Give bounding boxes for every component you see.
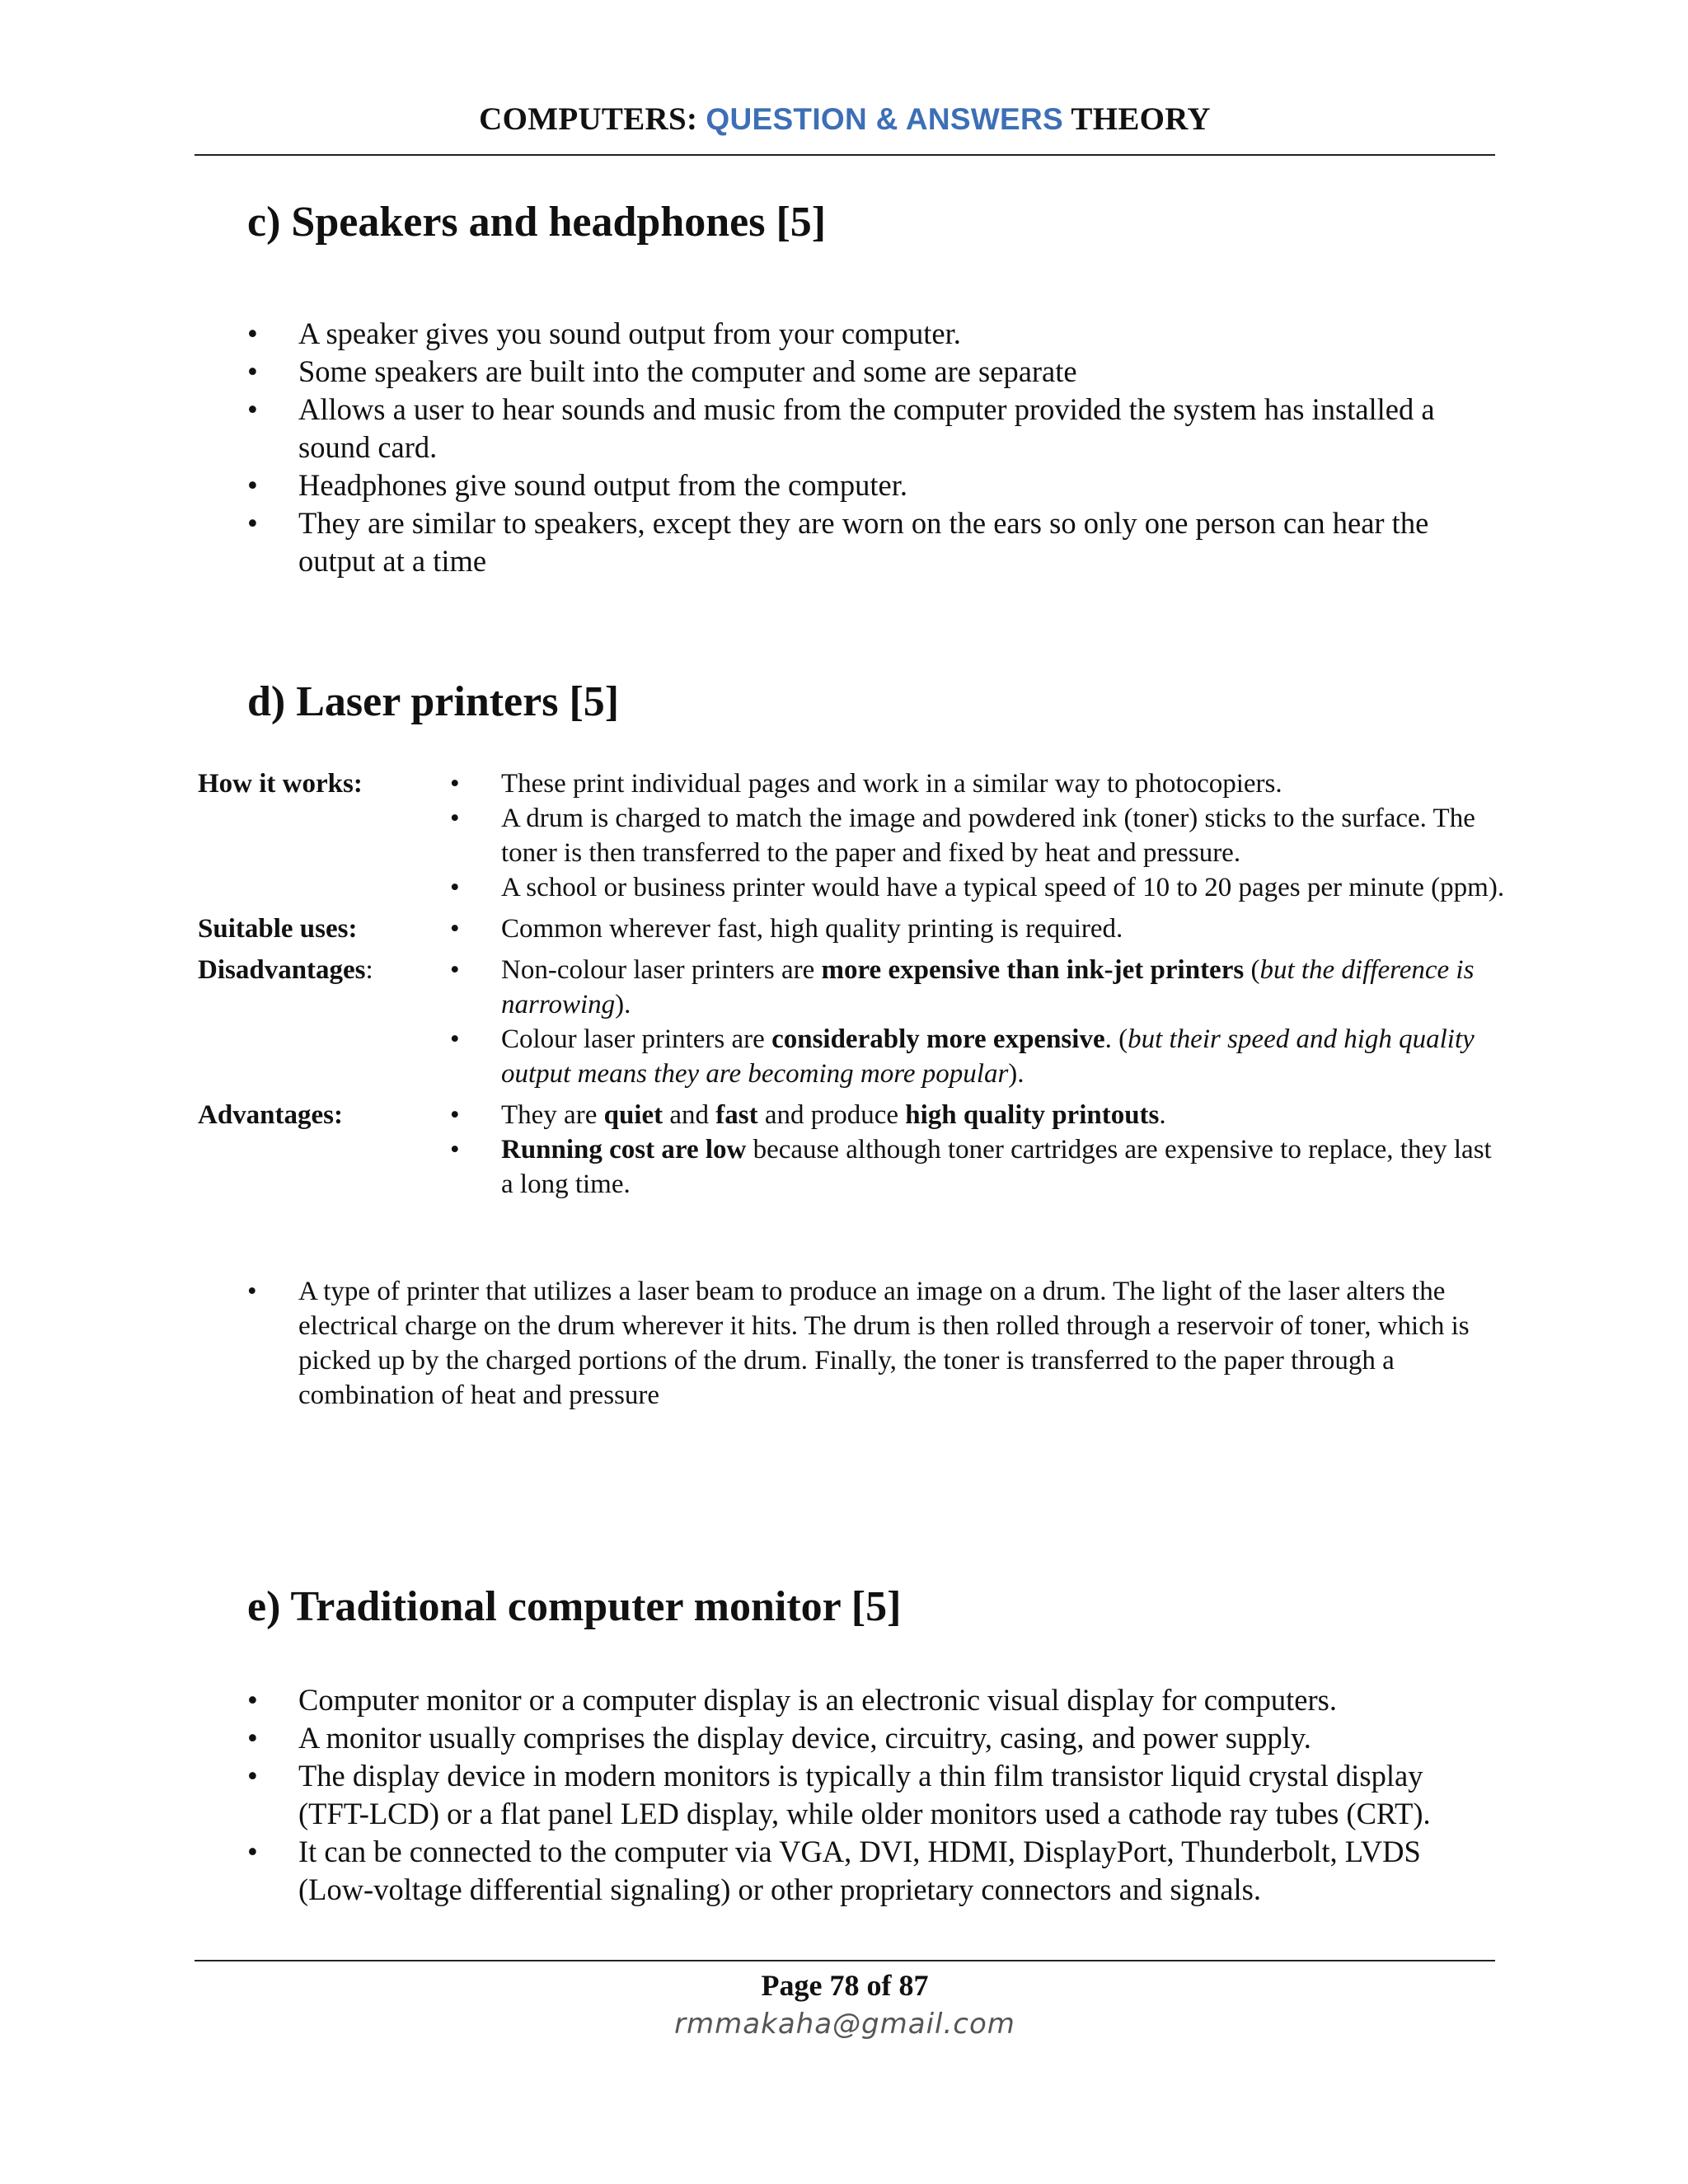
page-number: Page 78 of 87 [761,1969,929,2002]
italic-text: but the difference is narrowing [501,955,1475,1019]
header-colon: : [687,101,698,137]
text: ( [1244,955,1260,985]
list-item [450,1132,1508,1202]
list-item: • A monitor usually comprises the display device, circuitry, casing, and power supply. [247,1719,1475,1757]
list-item: • These print individual pages and work in a similar way to photocopiers. [450,766,1508,801]
list-item: • It can be connected to the computer via VGA, DVI, HDMI, DisplayPort, Thunderbolt, LVDS (Low-voltage differential signaling) or other proprietary connectors and signals. [247,1833,1475,1909]
row-how-it-works [198,766,1508,905]
bold-text: Running cost are low [501,1135,747,1165]
header-right: THEORY [1071,101,1211,137]
list-item [450,1098,1508,1132]
list-item: • A speaker gives you sound output from your computer. [247,315,1475,353]
list-item: • Common wherever fast, high quality printing is required. [450,912,1508,946]
row-suitable-uses [198,912,1508,946]
list-item: • A drum is charged to match the image and powdered ink (toner) sticks to the surface. The toner is then transferred to the paper and fixed by heat and pressure. [450,801,1508,870]
bold-text: more expensive than ink-jet printers [821,955,1245,985]
text: and produce [757,1100,906,1130]
row-label [198,953,373,987]
text: Non-colour laser printers are [501,955,822,985]
row-advantages [198,1098,1508,1202]
list-item: • Some speakers are built into the computer and some are separate [247,353,1475,391]
text: ). [1008,1059,1025,1089]
label-text: Disadvantages [198,955,366,985]
laser-printer-table [198,766,1508,1202]
text: Colour laser printers are [501,1024,772,1054]
bold-text: high quality printouts [905,1100,1160,1130]
bold-text: considerably more expensive [771,1024,1105,1054]
text: They are [501,1100,604,1130]
section-c-list [247,315,1475,580]
list-item: • A type of printer that utilizes a laser beam to produce an image on a drum. The light of the laser alters the electrical charge on the drum wherever it hits. The drum is then rolled through a reservoir of toner, which is picked up by the charged portions of the drum. Finally, the toner is transferred to the paper through a combination of heat and pressure [247,1274,1475,1413]
label-colon: : [365,955,373,985]
section-e-heading: e) Traditional computer monitor [5] [247,1583,902,1630]
list-item: • A school or business printer would have a typical speed of 10 to 20 pages per minute (ppm). [450,870,1508,905]
bold-text: fast [715,1100,758,1130]
italic-text: but their speed and high quality output means they are becoming more popular [501,1024,1475,1089]
section-c-heading: c) Speakers and headphones [5] [247,199,827,246]
text: because although toner cartridges are expensive to replace, they last a long time. [501,1135,1492,1199]
section-e-list [247,1681,1475,1909]
page-header [195,101,1495,138]
text: . ( [1104,1024,1128,1054]
row-label: Suitable uses: [198,914,358,944]
bold-text: quiet [603,1100,663,1130]
header-rule [195,154,1495,156]
text: . [1159,1100,1166,1130]
row-label: How it works: [198,769,363,799]
list-item [450,1022,1508,1091]
text: and [663,1100,716,1130]
footer-rule [195,1960,1495,1961]
section-d-extra-list [247,1274,1475,1413]
footer-email: rmmakaha@gmail.com [674,2008,1015,2041]
header-left: COMPUTERS [479,101,687,137]
list-item: • Allows a user to hear sounds and music from the computer provided the system has installed a sound card. [247,391,1475,466]
row-label: Advantages: [198,1100,344,1130]
row-disadvantages [198,953,1508,1091]
list-item [450,953,1508,1022]
header-middle: QUESTION & ANSWERS [706,102,1064,136]
list-item: • Computer monitor or a computer display is an electronic visual display for computers. [247,1681,1475,1719]
text: ). [615,990,631,1019]
section-d-heading: d) Laser printers [5] [247,678,620,725]
list-item: • They are similar to speakers, except they are worn on the ears so only one person can hear the output at a time [247,504,1475,580]
list-item: • Headphones give sound output from the computer. [247,466,1475,504]
list-item: • The display device in modern monitors is typically a thin film transistor liquid crystal display (TFT-LCD) or a flat panel LED display, while older monitors used a cathode ray tubes (CRT). [247,1757,1475,1833]
